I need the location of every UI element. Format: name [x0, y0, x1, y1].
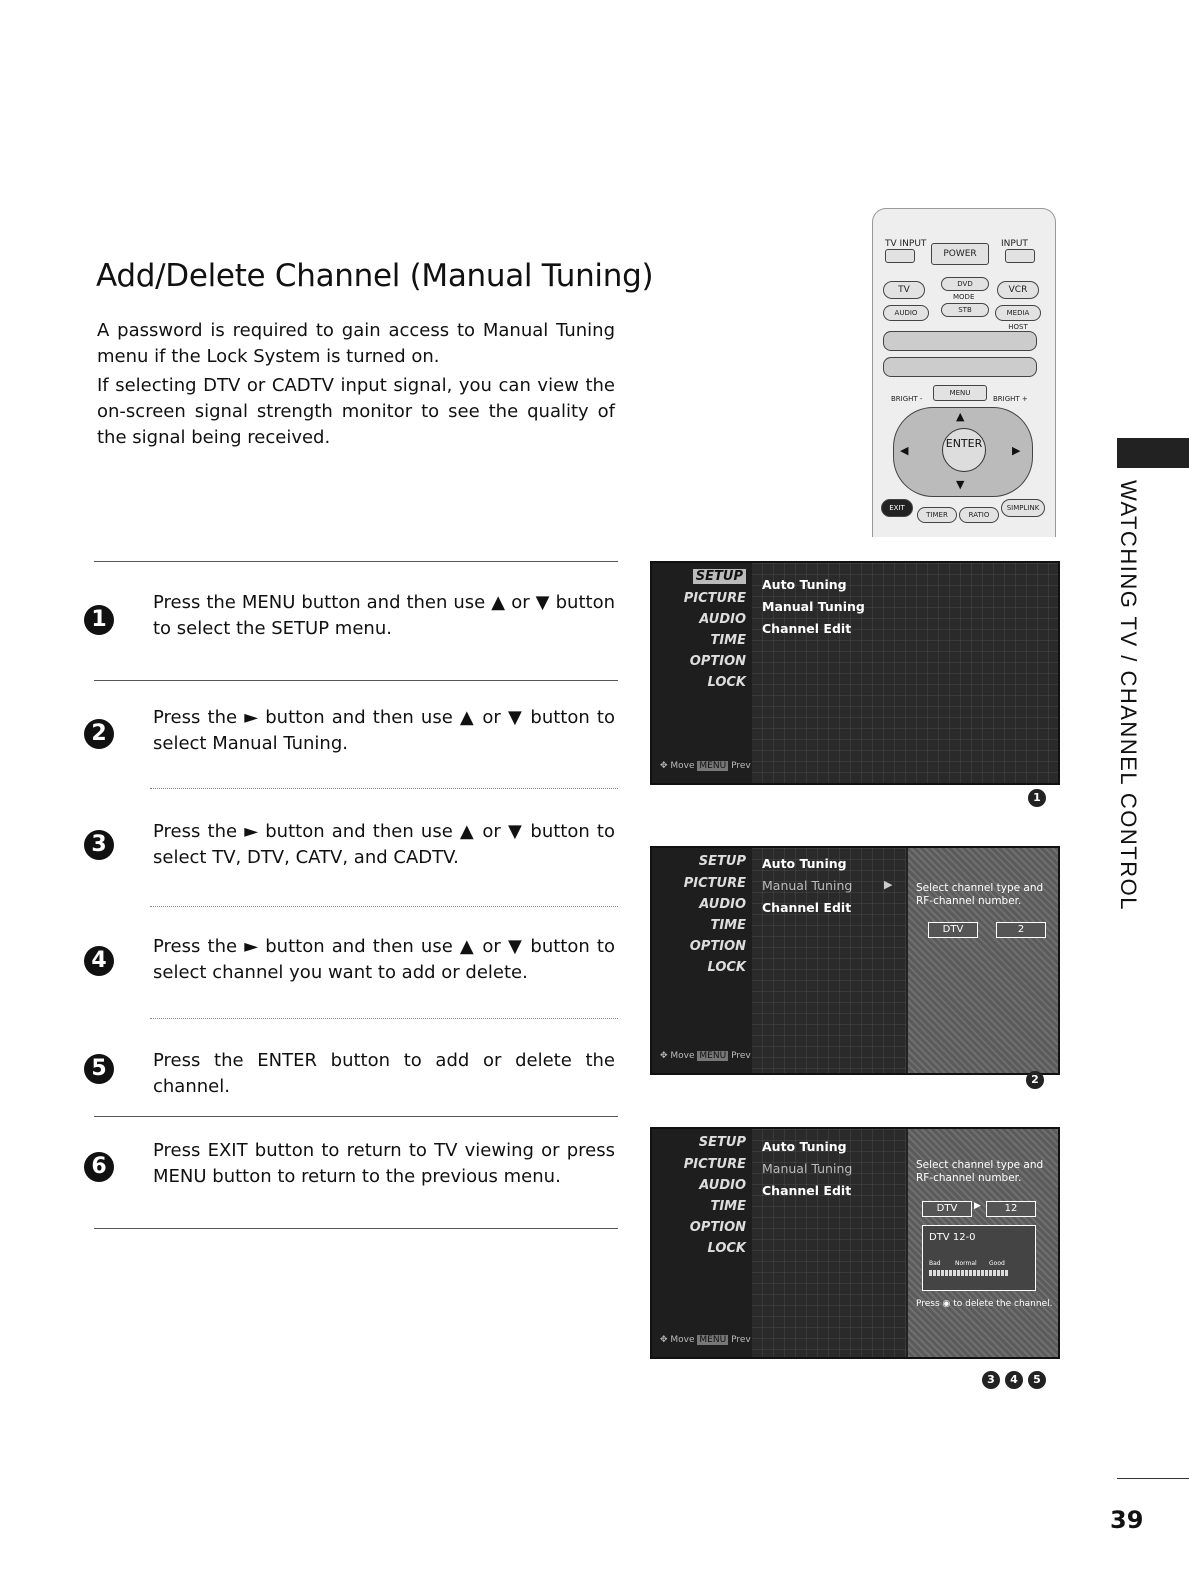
channel-label: DTV 12-0 [929, 1232, 976, 1243]
osd-menu-picture: PICTURE [683, 876, 746, 891]
osd-item-channel-edit: Channel Edit [762, 1183, 852, 1198]
section-tab [1117, 438, 1189, 468]
up-arrow-icon: ▲ [956, 410, 965, 423]
osd-footer-prev: Prev [731, 1335, 751, 1345]
intro-paragraph-1: A password is required to gain access to Manual Tuning menu if the Lock System is turned on. [97, 320, 615, 367]
tv-input-button [885, 249, 915, 263]
skip-buttons [883, 357, 1037, 377]
page-number-rule [1117, 1478, 1189, 1479]
input-label: INPUT [1001, 239, 1028, 249]
screen-2-caption: 2 [1026, 1071, 1044, 1089]
step-4-badge: 4 [84, 946, 114, 976]
osd-menu-audio: AUDIO [699, 897, 746, 912]
osd-instruction [916, 1159, 1043, 1185]
osd-instruction-line-2: RF-channel number. [916, 1172, 1022, 1184]
remote-control-illustration [872, 208, 1056, 537]
page-title: Add/Delete Channel (Manual Tuning) [96, 258, 654, 294]
osd-item-manual-tuning: Manual Tuning [762, 1161, 853, 1176]
tv-input-label: TV INPUT [885, 239, 927, 249]
right-arrow-icon: ▶ [884, 878, 893, 891]
osd-menu-audio: AUDIO [699, 1178, 746, 1193]
signal-good-label: Good [989, 1260, 1005, 1267]
channel-number-box: 2 [996, 922, 1046, 938]
down-arrow-icon: ▼ [956, 478, 965, 491]
osd-screen-2 [650, 846, 1060, 1075]
osd-menu-option: OPTION [689, 939, 746, 954]
osd-screen-1 [650, 561, 1060, 785]
osd-instruction [916, 882, 1043, 908]
divider [150, 906, 618, 907]
osd-item-channel-edit: Channel Edit [762, 900, 852, 915]
osd-menu-option: OPTION [689, 654, 746, 669]
osd-footer-prev: Prev [731, 1051, 751, 1061]
signal-normal-label: Normal [955, 1260, 977, 1267]
power-button: POWER [931, 243, 989, 265]
osd-menu-time: TIME [710, 918, 746, 933]
step-6-text: Press EXIT button to return to TV viewing or press MENU button to return to the previous menu. [153, 1140, 615, 1187]
bright-plus-label: BRIGHT + [993, 395, 1028, 403]
osd-instruction-line-1: Select channel type and [916, 1159, 1044, 1171]
osd-menu-time: TIME [710, 633, 746, 648]
osd-footer: ✥ Move MENU Prev [660, 1051, 751, 1061]
osd-item-manual-tuning: Manual Tuning [762, 599, 865, 614]
screen-1-caption: 1 [1028, 789, 1046, 807]
divider [94, 1228, 618, 1229]
simplink-button: SIMPLINK [1001, 499, 1045, 517]
osd-menu-picture: PICTURE [683, 591, 746, 606]
step-6-badge: 6 [84, 1152, 114, 1182]
osd-menu-lock: LOCK [707, 1241, 746, 1256]
osd-footer: ✥ Move MENU Prev [660, 1335, 751, 1345]
enter-button: ENTER [942, 428, 986, 472]
osd-footer-move: Move [670, 1335, 695, 1345]
stb-button: STB [941, 303, 989, 317]
vcr-button: VCR [997, 281, 1039, 299]
divider [94, 1116, 618, 1117]
divider [94, 680, 618, 681]
osd-instruction-line-2: RF-channel number. [916, 895, 1022, 907]
osd-footer-move: Move [670, 761, 695, 771]
osd-screen-3 [650, 1127, 1060, 1359]
input-button [1005, 249, 1035, 263]
step-2-badge: 2 [84, 719, 114, 749]
osd-menu-option: OPTION [689, 1220, 746, 1235]
osd-info-panel [906, 848, 1058, 1073]
osd-item-manual-tuning: Manual Tuning [762, 878, 853, 893]
osd-menu-lock: LOCK [707, 960, 746, 975]
step-2-text: Press the ► button and then use ▲ or ▼ button to select Manual Tuning. [153, 707, 615, 754]
step-5-badge: 5 [84, 1054, 114, 1084]
step-1-text: Press the MENU button and then use ▲ or ▼ button to select the SETUP menu. [153, 592, 615, 639]
divider [150, 1018, 618, 1019]
osd-menu-lock: LOCK [707, 675, 746, 690]
divider [150, 788, 618, 789]
osd-footer-prev: Prev [731, 761, 751, 771]
step-3-badge: 3 [84, 830, 114, 860]
signal-bad-label: Bad [929, 1260, 941, 1267]
left-arrow-icon: ◀ [900, 444, 909, 457]
media-host-button: MEDIA HOST [995, 305, 1041, 321]
osd-menu-setup: SETUP [698, 1135, 746, 1150]
screen-3-caption-5: 5 [1028, 1371, 1046, 1389]
step-4-text: Press the ► button and then use ▲ or ▼ button to select channel you want to add or delete. [153, 936, 615, 983]
exit-button: EXIT [881, 499, 913, 517]
channel-type-box: DTV [922, 1201, 972, 1217]
osd-footer-menu: MENU [699, 761, 727, 771]
osd-info-panel [906, 1129, 1058, 1357]
channel-type-box: DTV [928, 922, 978, 938]
osd-menu-setup: SETUP [693, 569, 746, 584]
osd-menu-audio: AUDIO [699, 612, 746, 627]
ratio-button: RATIO [959, 507, 999, 523]
right-arrow-icon: ▶ [974, 1201, 981, 1211]
signal-bar [929, 1270, 1009, 1276]
timer-button: TIMER [917, 507, 957, 523]
section-label-text: WATCHING TV / CHANNEL CONTROL [1116, 480, 1141, 911]
channel-number-box: 12 [986, 1201, 1036, 1217]
playback-buttons [883, 331, 1037, 351]
bright-minus-label: BRIGHT - [891, 395, 923, 403]
osd-item-auto-tuning: Auto Tuning [762, 1139, 847, 1154]
divider [94, 561, 618, 562]
menu-button: MENU [933, 385, 987, 401]
osd-side-menu [652, 848, 752, 1073]
right-arrow-icon: ▶ [1012, 444, 1021, 457]
osd-menu-time: TIME [710, 1199, 746, 1214]
step-5-text: Press the ENTER button to add or delete the channel. [153, 1050, 615, 1097]
osd-side-menu [652, 563, 752, 783]
audio-button: AUDIO [883, 305, 929, 321]
osd-item-channel-edit: Channel Edit [762, 621, 852, 636]
screen-3-caption-4: 4 [1005, 1371, 1023, 1389]
osd-side-menu [652, 1129, 752, 1357]
osd-item-auto-tuning: Auto Tuning [762, 856, 847, 871]
osd-item-auto-tuning: Auto Tuning [762, 577, 847, 592]
section-label [1096, 480, 1156, 911]
osd-menu-picture: PICTURE [683, 1157, 746, 1172]
delete-instruction: Press ◉ to delete the channel. [916, 1299, 1053, 1309]
osd-footer: ✥ Move MENU Prev [660, 761, 751, 771]
step-1-badge: 1 [84, 605, 114, 635]
dvd-button: DVD [941, 277, 989, 291]
tv-button: TV [883, 281, 925, 299]
osd-footer-menu: MENU [699, 1335, 727, 1345]
step-3-text: Press the ► button and then use ▲ or ▼ button to select TV, DTV, CATV, and CADTV. [153, 821, 615, 868]
osd-footer-move: Move [670, 1051, 695, 1061]
osd-menu-setup: SETUP [698, 854, 746, 869]
signal-strength-monitor [922, 1225, 1036, 1291]
mode-label: MODE [953, 293, 975, 301]
osd-instruction-line-1: Select channel type and [916, 882, 1044, 894]
navigation-pad [893, 407, 1033, 497]
intro-paragraph-2: If selecting DTV or CADTV input signal, you can view the on-screen signal strength monitor to see the quality of the signal being received. [97, 375, 615, 448]
page-number: 39 [1110, 1506, 1144, 1534]
osd-footer-menu: MENU [699, 1051, 727, 1061]
screen-3-caption-3: 3 [982, 1371, 1000, 1389]
